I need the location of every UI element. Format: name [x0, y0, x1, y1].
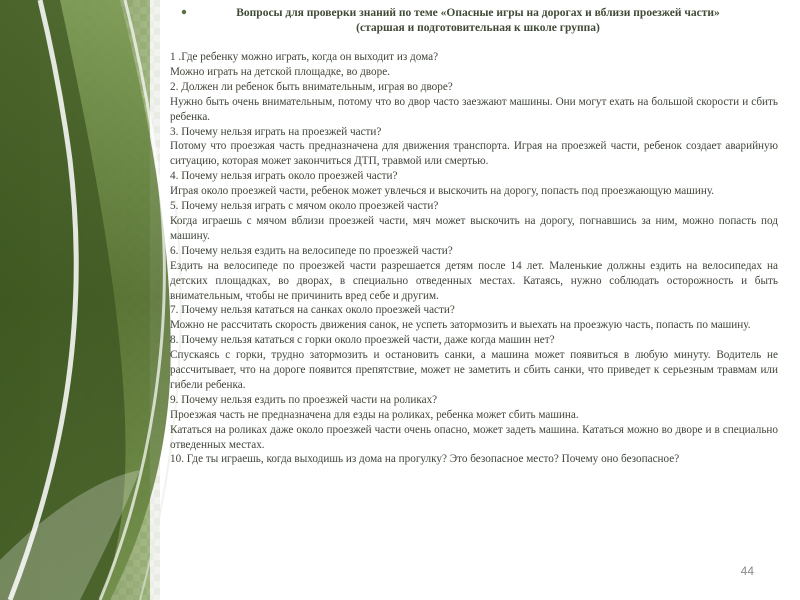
answer-4: Играя около проезжей части, ребенок может увлечься и выскочить на дорогу, попасть под проезжающую машину.	[170, 185, 715, 198]
question-5: 5. Почему нельзя играть с мячом около проезжей части?	[170, 200, 439, 213]
question-2: 2. Должен ли ребенок быть внимательным, играя во дворе?	[170, 80, 453, 93]
answer-8: Спускаясь с горки, трудно затормозить и остановить санки, а машина может появиться в любую минуту. Водитель не рассчитывает, что на дороге появится препятствие, может не заметить и сбить санки, что приведет к серьезным травмам или гибели ребенка.	[170, 349, 778, 391]
slide-body	[170, 50, 778, 467]
question-7: 7. Почему нельзя кататься на санках около проезжей части?	[170, 304, 455, 317]
answer-9a: Проезжая часть не предназначена для езды на роликах, ребенка может сбить машина.	[170, 408, 579, 421]
title-line-1: Вопросы для проверки знаний по теме «Опасные игры на дорогах и вблизи проезжей части»	[236, 7, 720, 19]
title-line-2: (старшая и подготовительная к школе группа)	[356, 22, 600, 34]
question-10: 10. Где ты играешь, когда выходишь из дома на прогулку? Это безопасное место? Почему оно безопасное?	[170, 453, 680, 466]
question-6: 6. Почему нельзя ездить на велосипеде по проезжей части?	[170, 244, 453, 257]
page-number: 44	[740, 564, 754, 578]
question-1: 1 .Где ребенку можно играть, когда он выходит из дома?	[170, 51, 439, 63]
question-4: 4. Почему нельзя играть около проезжей части?	[170, 170, 398, 183]
answer-5: Когда играешь с мячом вблизи проезжей части, мяч может выскочить на дорогу, погнавшись за ним, можно попасть под машину.	[170, 214, 778, 242]
answer-7: Можно не рассчитать скорость движения санок, не успеть затормозить и выехать на проезжую часть, попасть по машину.	[170, 319, 751, 332]
answer-6: Ездить на велосипеде по проезжей части разрешается детям после 14 лет. Маленькие должны ездить на велосипедах на детских площадках, во дворах, в специально отведенных местах. Катаясь, нужно соблюдать осторожность и быть внимательным, чтобы не причинить вред себе и другим.	[170, 259, 778, 302]
slide-title	[178, 6, 778, 36]
question-3: 3. Почему нельзя играть на проезжей части?	[170, 125, 382, 138]
question-9: 9. Почему нельзя ездить по проезжей части на роликах?	[170, 393, 438, 406]
answer-9b: Кататься на роликах даже около проезжей части очень опасно, может задеть машина. Кататься можно во дворе и в специально отведенных местах.	[170, 423, 778, 451]
question-8: 8. Почему нельзя кататься с горки около проезжей части, даже когда машин нет?	[170, 334, 555, 347]
answer-2: Нужно быть очень внимательным, потому что во двор часто заезжают машины. Они могут ехать на большой скорости и сбить ребенка.	[170, 95, 778, 123]
answer-3: Потому что проезжая часть предназначена для движения транспорта. Играя на проезжей части, ребенок создает аварийную ситуацию, которая может закончиться ДТП, травмой или смертью.	[170, 140, 778, 168]
answer-1: Можно играть на детской площадке, во дворе.	[170, 65, 390, 78]
